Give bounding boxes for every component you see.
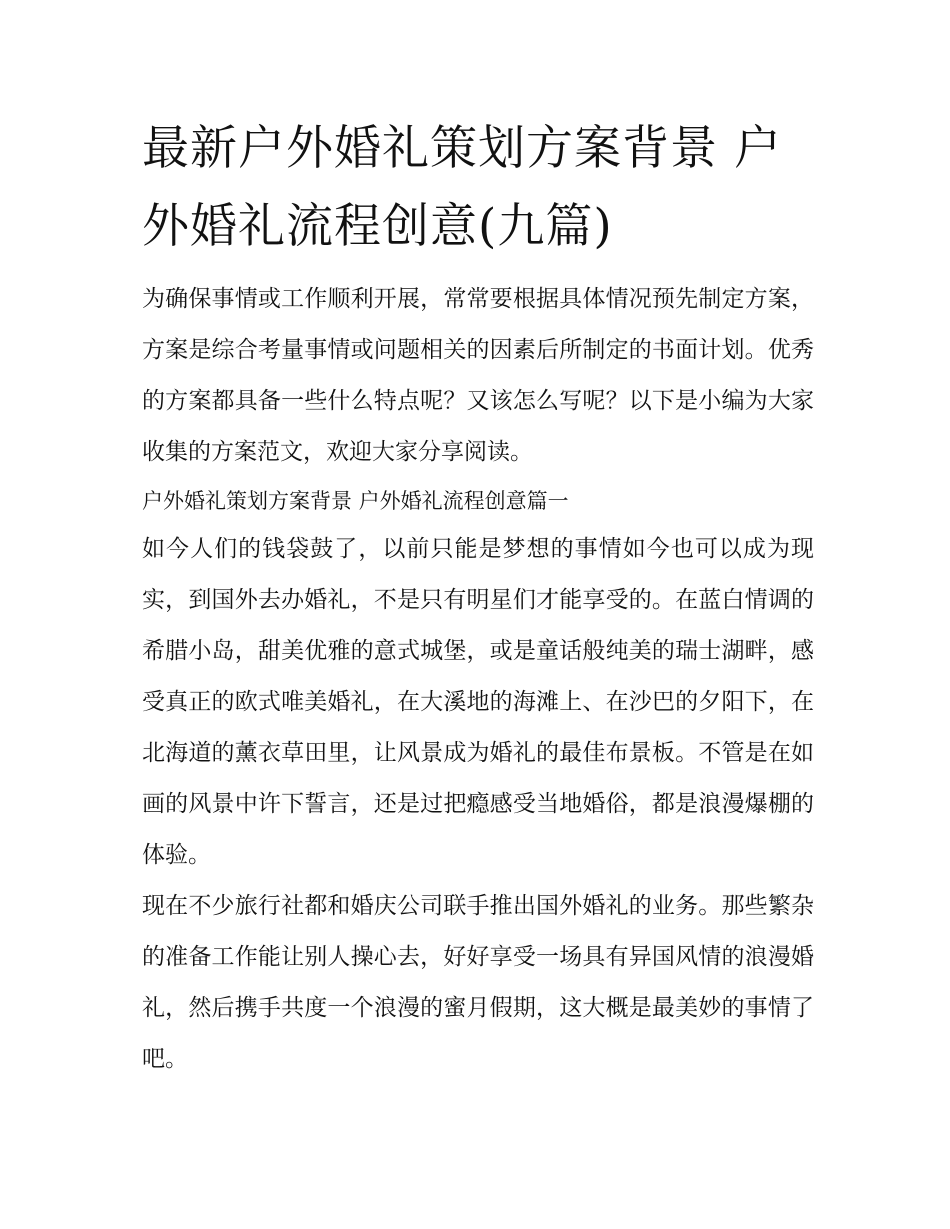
- intro-paragraph: 为确保事情或工作顺利开展，常常要根据具体情况预先制定方案，方案是综合考量事情或问题相关的因素后所制定的书面计划。优秀的方案都具备一些什么特点呢？又该怎么写呢？以下是小编为大家收集的方案范文，欢迎大家分享阅读。: [142, 286, 814, 465]
- body-paragraph-1: 如今人们的钱袋鼓了，以前只能是梦想的事情如今也可以成为现实，到国外去办婚礼，不是只有明星们才能享受的。在蓝白情调的希腊小岛，甜美优雅的意式城堡，或是童话般纯美的瑞士湖畔，感受真正的欧式唯美婚礼，在大溪地的海滩上、在沙巴的夕阳下，在北海道的薰衣草田里，让风景成为婚礼的最佳布景板。不管是在如画的风景中许下誓言，还是过把瘾感受当地婚俗，都是浪漫爆棚的体验。: [142, 536, 814, 868]
- document-page: [142, 110, 814, 1085]
- section-heading: 户外婚礼策划方案背景 户外婚礼流程创意篇一: [142, 489, 569, 513]
- document-title: 最新户外婚礼策划方案背景 户外婚礼流程创意(九篇): [142, 121, 782, 254]
- body-paragraph-2: 现在不少旅行社都和婚庆公司联手推出国外婚礼的业务。那些繁杂的准备工作能让别人操心去，好好享受一场具有异国风情的浪漫婚礼，然后携手共度一个浪漫的蜜月假期，这大概是最美妙的事情了吧。: [142, 893, 814, 1072]
